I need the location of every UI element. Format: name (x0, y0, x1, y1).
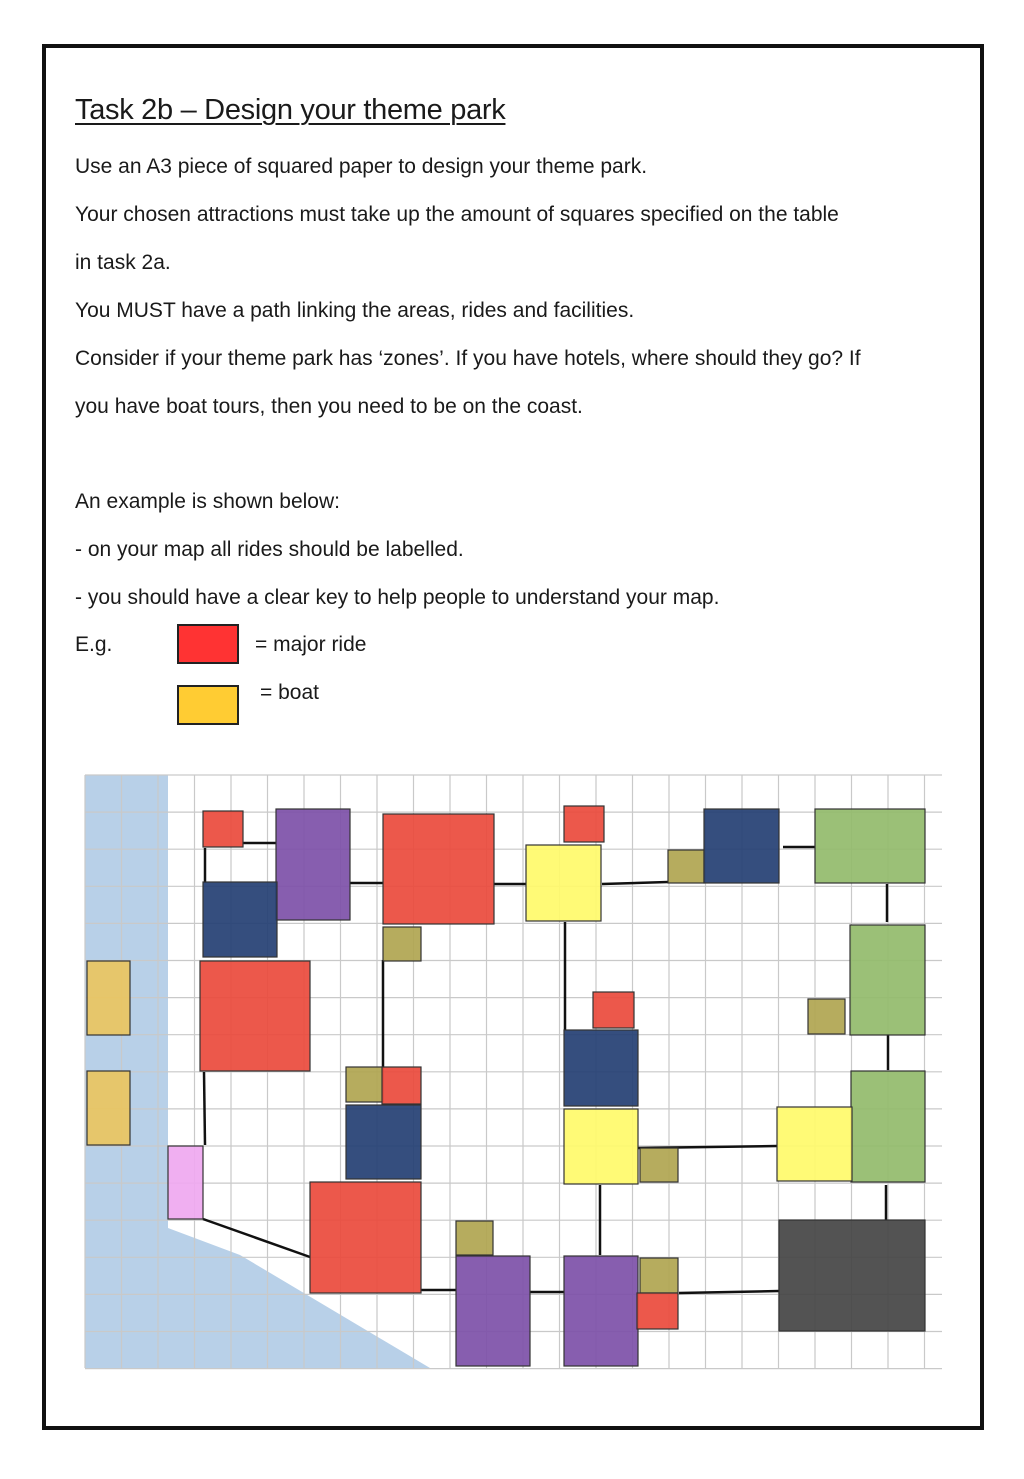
path-segment (679, 1291, 779, 1293)
major-ride-block (383, 814, 494, 924)
instruction-line: You MUST have a path linking the areas, rides and facilities. (75, 299, 635, 322)
path-segment (204, 1072, 205, 1145)
ride-block-purple (456, 1256, 530, 1366)
major-ride-block (203, 811, 243, 847)
path-segment (602, 882, 668, 884)
attraction-block-yellow (777, 1107, 852, 1181)
facility-block (640, 1258, 678, 1293)
major-ride-block (564, 806, 604, 842)
key-label-boat: = boat (260, 681, 319, 704)
facility-block-pink (168, 1146, 203, 1219)
eg-label: E.g. (75, 633, 113, 656)
facility-block (346, 1067, 383, 1102)
zone-block-green (850, 925, 925, 1035)
instruction-line: you have boat tours, then you need to be on the coast. (75, 395, 583, 418)
attraction-block-yellow (526, 845, 601, 921)
attraction-block-yellow (564, 1109, 638, 1184)
major-ride-block (200, 961, 310, 1071)
instruction-line: Use an A3 piece of squared paper to design your theme park. (75, 155, 648, 178)
major-ride-block (310, 1182, 421, 1293)
ride-block-navy (203, 882, 277, 957)
boat-block (87, 1071, 130, 1145)
zone-block-green (851, 1071, 925, 1182)
major-ride-block (593, 992, 634, 1028)
instruction-line: in task 2a. (75, 251, 171, 274)
zone-block-green (815, 809, 925, 883)
page-title: Task 2b – Design your theme park (75, 94, 506, 126)
facility-block (456, 1221, 493, 1255)
key-label-major-ride: = major ride (255, 633, 367, 656)
major-ride-block (637, 1293, 678, 1329)
boat-block (87, 961, 130, 1035)
bullet-item: - on your map all rides should be labelled. (75, 538, 464, 561)
bullet-item: - you should have a clear key to help people to understand your map. (75, 586, 720, 609)
facility-block (808, 999, 845, 1034)
ride-block-purple (276, 809, 350, 920)
example-intro: An example is shown below: (75, 490, 340, 513)
ride-block-navy (346, 1105, 421, 1179)
car-park-block (779, 1220, 925, 1331)
facility-block (668, 850, 704, 883)
instruction-line: Your chosen attractions must take up the amount of squares specified on the table (75, 203, 839, 226)
facility-block (640, 1148, 678, 1182)
ride-block-navy (704, 809, 779, 883)
instruction-line: Consider if your theme park has ‘zones’. If you have hotels, where should they go? If (75, 347, 861, 370)
major-ride-block (382, 1067, 421, 1104)
ride-block-navy (564, 1030, 638, 1106)
facility-block (383, 927, 421, 961)
ride-block-purple (564, 1256, 638, 1366)
